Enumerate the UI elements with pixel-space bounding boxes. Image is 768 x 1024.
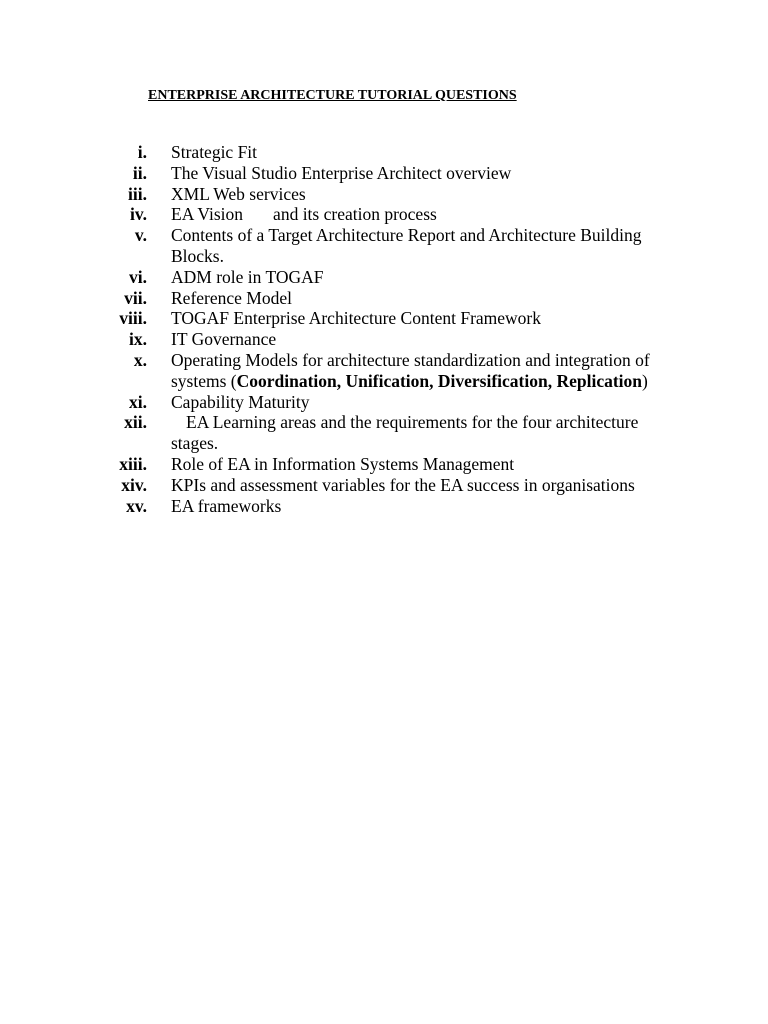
list-item bbox=[0, 267, 768, 288]
list-item-text-part: EA Vision bbox=[171, 204, 244, 225]
list-item-text: Contents of a Target Architecture Report and Architecture Building Blocks. bbox=[171, 225, 642, 266]
question-list bbox=[0, 142, 768, 516]
list-item-text bbox=[171, 204, 671, 225]
list-item-text-part: and its creation process bbox=[273, 204, 437, 225]
list-item-number: i. bbox=[137, 142, 147, 162]
list-item-text: ADM role in TOGAF bbox=[171, 266, 324, 287]
list-item-number: ix. bbox=[129, 329, 147, 350]
list-item bbox=[0, 142, 768, 163]
list-item-text-bold: Coordination, Unification, Diversification, Replication bbox=[236, 370, 643, 391]
list-item-number: x. bbox=[133, 349, 147, 370]
list-item bbox=[0, 225, 768, 267]
list-item-text: The Visual Studio Enterprise Architect overview bbox=[171, 162, 512, 183]
list-item-number: xiii. bbox=[119, 453, 147, 474]
list-item bbox=[0, 475, 768, 496]
list-item-number: xiv. bbox=[121, 474, 147, 495]
list-item bbox=[0, 412, 768, 454]
list-item-text: IT Governance bbox=[171, 329, 277, 350]
page-title: ENTERPRISE ARCHITECTURE TUTORIAL QUESTIONS bbox=[148, 88, 517, 103]
list-item-text: Reference Model bbox=[171, 287, 292, 308]
list-item-text bbox=[171, 412, 671, 454]
list-item-text: EA frameworks bbox=[171, 495, 282, 516]
list-item-text-part: ) bbox=[642, 370, 648, 391]
list-item bbox=[0, 184, 768, 205]
list-item-number: iv. bbox=[129, 204, 147, 225]
list-item bbox=[0, 204, 768, 225]
list-item-number: ii. bbox=[132, 162, 147, 183]
list-item-text-part: EA Learning areas and the requirements for the four architecture stages. bbox=[171, 412, 639, 454]
list-item-text: Strategic Fit bbox=[171, 142, 258, 162]
list-item-number: iii. bbox=[128, 183, 147, 204]
list-item-number: xv. bbox=[126, 495, 147, 516]
list-item-number: xi. bbox=[129, 391, 147, 412]
list-item bbox=[0, 392, 768, 413]
list-item-text-part: Operating Models for architecture standardization and integration of systems ( bbox=[171, 349, 650, 391]
list-item-text: TOGAF Enterprise Architecture Content Framework bbox=[171, 308, 542, 329]
list-item-text: Capability Maturity bbox=[171, 391, 310, 412]
list-item-text: KPIs and assessment variables for the EA success in organisations bbox=[171, 474, 635, 495]
list-item bbox=[0, 350, 768, 392]
list-item-number: vi. bbox=[129, 266, 147, 287]
list-item-number: viii. bbox=[119, 308, 147, 329]
list-item bbox=[0, 329, 768, 350]
list-item bbox=[0, 496, 768, 517]
list-item-text bbox=[171, 350, 671, 392]
list-item-text: XML Web services bbox=[171, 183, 306, 204]
list-item-number: vii. bbox=[124, 287, 147, 308]
list-item bbox=[0, 454, 768, 475]
list-item-number: v. bbox=[134, 225, 147, 246]
list-item-text: Role of EA in Information Systems Management bbox=[171, 453, 515, 474]
list-item bbox=[0, 308, 768, 329]
list-item-number: xii. bbox=[124, 412, 147, 433]
list-item bbox=[0, 163, 768, 184]
list-item bbox=[0, 288, 768, 309]
